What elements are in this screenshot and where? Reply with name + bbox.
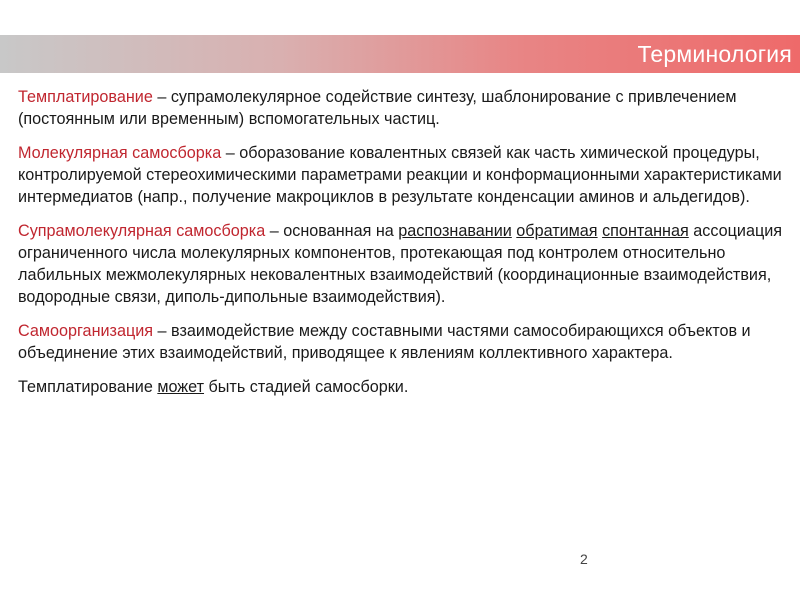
definition-molecular-self-assembly: – оборазование ковалентных связей как часть химической процедуры, контролируемой стереохимическими параметрами реакции и конформационными характеристиками интермедиатов (напр., получение макроциклов в результате конденсации аминов и альдегидов). xyxy=(18,144,782,206)
definition-text: ассоциация ограниченного числа молекулярных компонентов, протекающая под контролем относительно лабильных межмолекулярных нековалентных взаимодействий (координационные взаимодействия, водородные связи, диполь-дипольные взаимодействия). xyxy=(18,222,783,306)
slide-title: Терминология xyxy=(637,41,792,67)
definition-templating: – супрамолекулярное содействие синтезу, шаблонирование с привлечением (постоянным или временным) вспомогательных частиц. xyxy=(18,88,737,128)
definition-self-organization: – взаимодействие между составными частями самособирающихся объектов и объединение этих взаимодействий, приводящее к явлениям коллективного характера. xyxy=(18,322,751,362)
underlined-word-reversible: обратимая xyxy=(516,222,598,240)
paragraph-supramolecular-self-assembly xyxy=(18,220,788,308)
paragraph-conclusion xyxy=(18,376,788,398)
conclusion-text: быть стадией самосборки. xyxy=(204,378,409,396)
term-supramolecular-self-assembly: Супрамолекулярная самосборка xyxy=(18,222,266,240)
page-number: 2 xyxy=(580,551,588,567)
underlined-word-spontaneous: спонтанная xyxy=(602,222,689,240)
paragraph-molecular-self-assembly xyxy=(18,142,788,208)
underlined-word-may: может xyxy=(157,378,205,396)
term-self-organization: Самоорганизация xyxy=(18,322,154,340)
term-molecular-self-assembly: Молекулярная самосборка xyxy=(18,144,222,162)
conclusion-text: Темплатирование xyxy=(18,378,158,396)
title-bar xyxy=(0,35,800,73)
slide-content xyxy=(18,86,788,410)
paragraph-self-organization xyxy=(18,320,788,364)
paragraph-templating xyxy=(18,86,788,130)
definition-text: – основанная на xyxy=(265,222,399,240)
term-templating: Темплатирование xyxy=(18,88,153,106)
underlined-word-recognition: распознавании xyxy=(398,222,512,240)
